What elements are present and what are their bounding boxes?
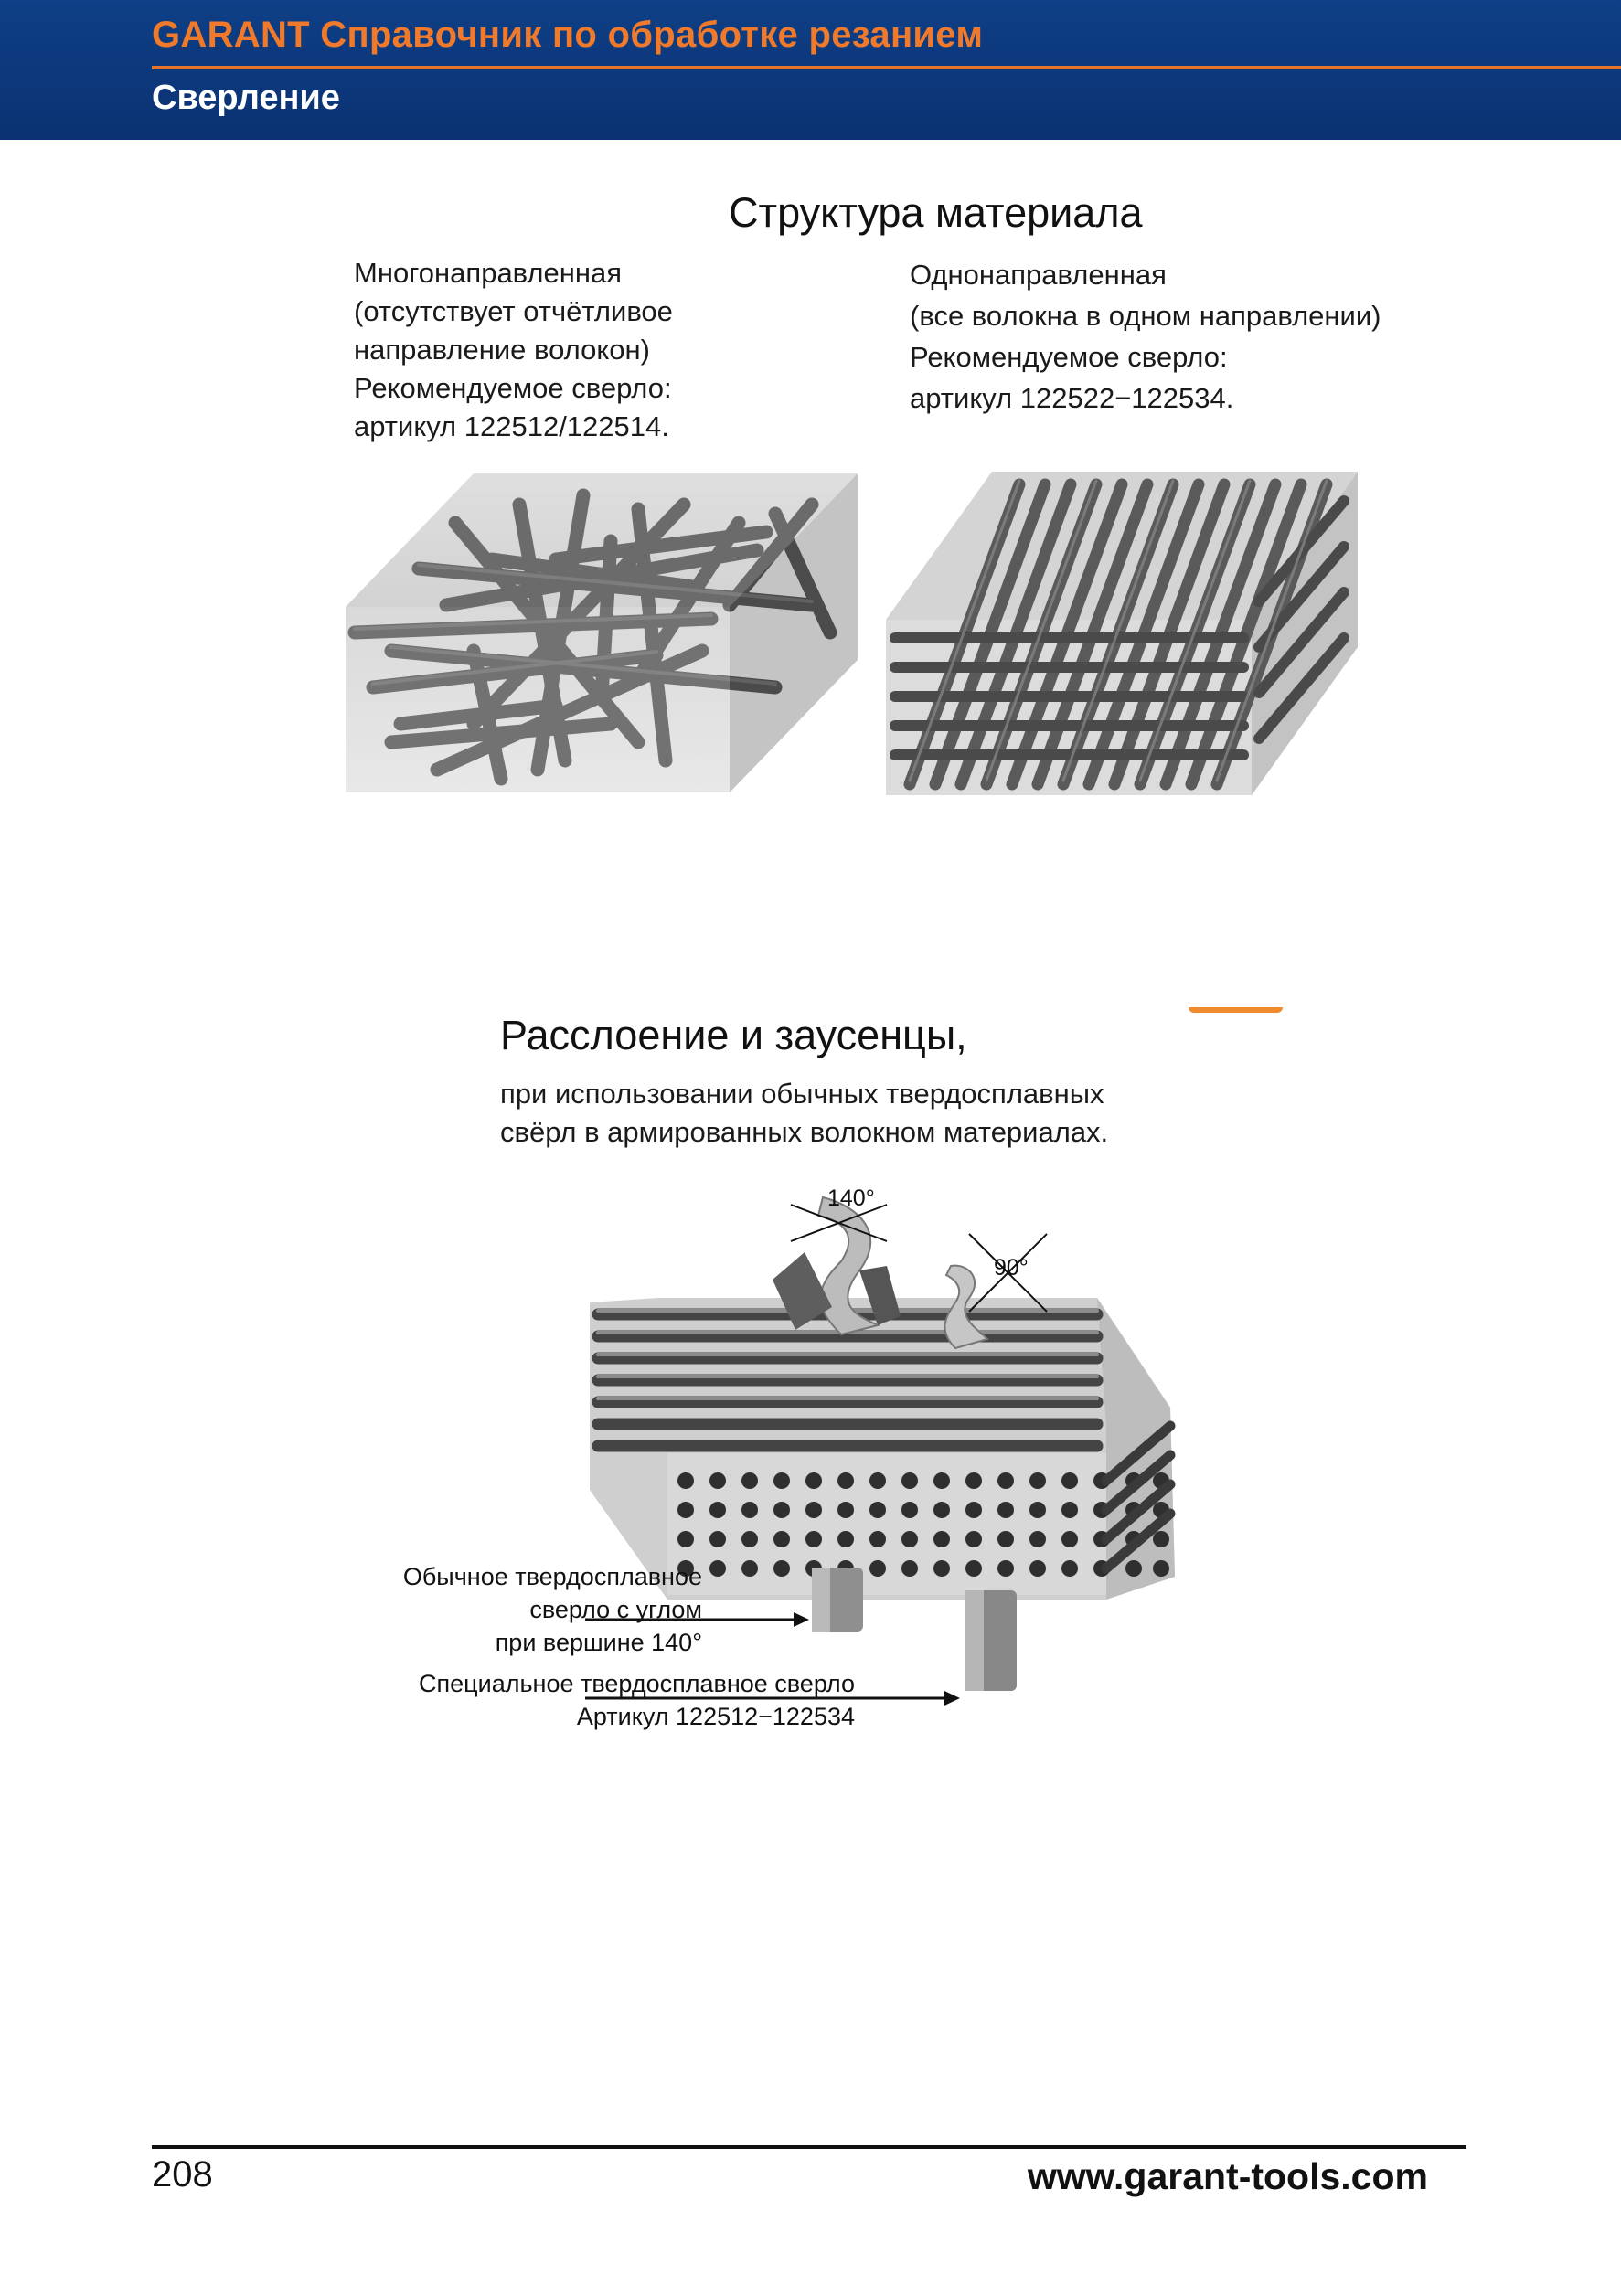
standard-drill-label-line-2: сверло с углом [529, 1596, 702, 1623]
uni-line-3: Рекомендуемое сверло: [910, 341, 1228, 373]
header-rule [152, 66, 1621, 69]
angle-90-label: 90° [994, 1255, 1029, 1281]
page-header [0, 0, 1621, 140]
delamination-subtitle [500, 1075, 1108, 1152]
unidirectional-fiber-block-image [882, 464, 1362, 801]
header-title: GARANT Справочник по обработке резанием [152, 15, 984, 55]
delamination-subtitle-line-1: при использовании обычных твердосплавных [500, 1078, 1104, 1110]
multi-directional-text [354, 254, 673, 446]
special-drill-label-line-2: Артикул 122512−122534 [576, 1703, 855, 1730]
multi-line-4: Рекомендуемое сверло: [354, 372, 672, 404]
standard-drill-label [403, 1560, 702, 1659]
multi-line-5: артикул 122512/122514. [354, 410, 669, 442]
uni-line-1: Однонаправленная [910, 259, 1167, 291]
standard-drill-label-line-3: при вершине 140° [495, 1629, 702, 1656]
random-fiber-block-image [336, 468, 867, 797]
delamination-subtitle-line-2: свёрл в армированных волокном материалах. [500, 1116, 1109, 1148]
website-link[interactable]: www.garant-tools.com [1027, 2155, 1428, 2197]
page-number: 208 [152, 2154, 213, 2195]
uni-line-2: (все волокна в одном направлении) [910, 300, 1381, 332]
angle-140-label: 140° [827, 1185, 875, 1211]
orange-accent-mark [1189, 1007, 1283, 1013]
multi-line-3: направление волокон) [354, 334, 650, 366]
footer-rule [152, 2145, 1466, 2149]
structure-title: Структура материала [729, 189, 1143, 236]
standard-drill-label-line-1: Обычное твердосплавное [402, 1563, 702, 1590]
uni-line-4: артикул 122522−122534. [910, 382, 1234, 414]
delamination-title: Расслоение и заусенцы, [500, 1012, 967, 1058]
special-drill-label-line-1: Специальное твердосплавное сверло [419, 1670, 855, 1697]
multi-line-1: Многонаправленная [354, 257, 623, 289]
special-drill-label [419, 1667, 855, 1733]
header-section: Сверление [152, 79, 340, 117]
uni-directional-text [910, 254, 1381, 419]
drill-140-top [773, 1197, 901, 1334]
multi-line-2: (отсутствует отчётливое [354, 295, 673, 327]
